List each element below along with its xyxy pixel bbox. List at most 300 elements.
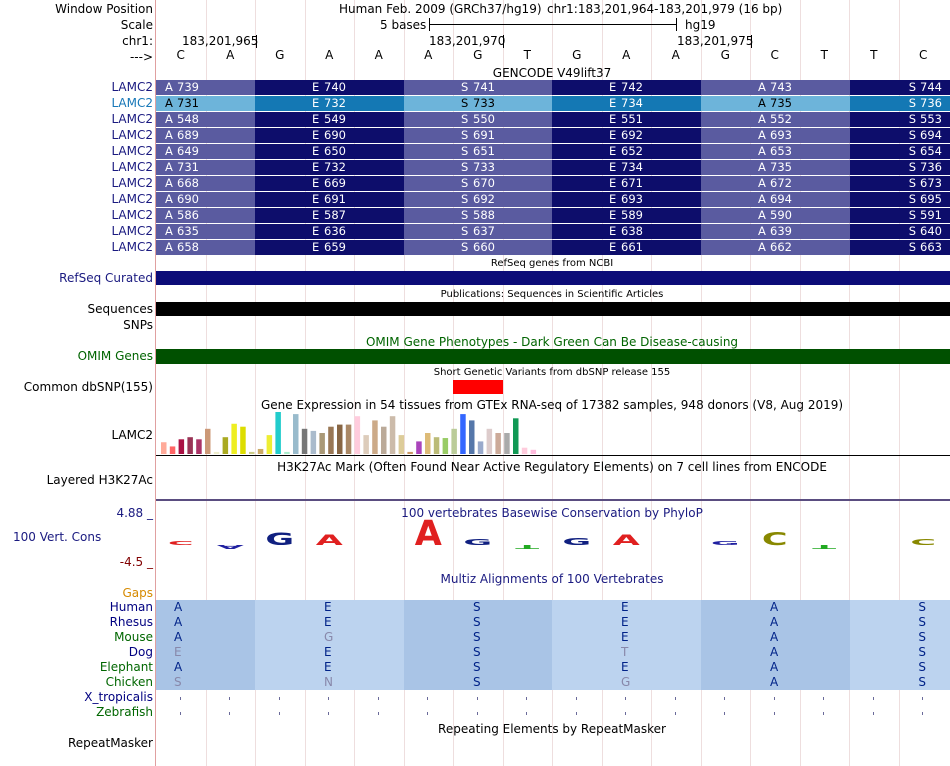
alignment-residue: S <box>473 675 481 689</box>
alignment-gap-mark <box>576 697 577 700</box>
amino-acid: S <box>461 160 469 174</box>
gtex-track-title[interactable]: Gene Expression in 54 tissues from GTEx RNA-seq of 17382 samples, 948 donors (V8, Aug 2019) <box>260 398 844 412</box>
gtex-tissue-bar[interactable] <box>231 424 237 454</box>
amino-acid: E <box>609 160 617 174</box>
scale-db: hg19 <box>685 18 716 32</box>
codon-number: 660 <box>473 240 495 254</box>
gtex-tissue-bar[interactable] <box>205 429 211 454</box>
alignment-codon <box>156 660 255 675</box>
codon-cell <box>701 208 850 223</box>
amino-acid: S <box>461 96 469 110</box>
gtex-tissue-bar[interactable] <box>319 433 325 454</box>
alignment-residue: S <box>918 675 926 689</box>
alignment-gap-mark <box>823 697 824 700</box>
alignment-gap-mark <box>774 712 775 715</box>
alignment-residue: A <box>770 630 779 644</box>
gtex-tissue-bar[interactable] <box>284 452 290 454</box>
amino-acid: A <box>758 128 766 142</box>
refseq-gene-feature[interactable] <box>156 271 950 285</box>
alignment-codon <box>850 675 950 690</box>
alignment-residue: E <box>324 615 332 629</box>
alignment-gap-mark <box>477 712 478 715</box>
alignment-gap-mark <box>873 697 874 700</box>
species-alignment-row[interactable] <box>156 660 950 675</box>
gencode-transcript-label[interactable]: LAMC2 <box>111 224 153 238</box>
codon-cell <box>552 112 701 127</box>
amino-acid: A <box>758 96 766 110</box>
alignment-residue: S <box>918 645 926 659</box>
gencode-transcript[interactable] <box>156 208 950 223</box>
gtex-tissue-bar[interactable] <box>460 414 466 454</box>
alignment-gap-mark <box>724 712 725 715</box>
dna-base: G <box>572 48 582 62</box>
amino-acid: E <box>609 96 617 110</box>
alignment-residue: A <box>770 660 779 674</box>
alignment-codon <box>701 615 850 630</box>
phylop-base-letter: A <box>216 543 244 551</box>
phylop-min-value: -4.5 _ <box>119 555 153 569</box>
gtex-tissue-bar[interactable] <box>346 425 352 454</box>
gencode-transcript-label[interactable]: LAMC2 <box>111 192 153 206</box>
amino-acid: S <box>908 176 916 190</box>
gencode-transcript[interactable] <box>156 160 950 175</box>
alignment-gap-mark <box>328 712 329 715</box>
alignment-gap-mark <box>922 697 923 700</box>
gencode-transcript[interactable] <box>156 224 950 239</box>
codon-cell <box>701 128 850 143</box>
alignment-codon <box>701 660 850 675</box>
coord-tick <box>751 35 752 48</box>
gtex-tissue-bar[interactable] <box>355 416 361 454</box>
amino-acid: E <box>312 144 320 158</box>
codon-number: 740 <box>324 80 346 94</box>
species-alignment-row[interactable] <box>156 675 950 690</box>
alignment-codon <box>404 660 552 675</box>
refseq-track-title[interactable]: RefSeq genes from NCBI <box>490 258 614 269</box>
amino-acid: A <box>165 144 173 158</box>
sequences-track-label[interactable]: Sequences <box>87 302 153 316</box>
phylop-base-letter: G <box>562 536 592 548</box>
position-text[interactable]: chr1:183,201,964-183,201,979 (16 bp) <box>547 2 783 16</box>
dbsnp-track-label[interactable]: Common dbSNP(155) <box>23 380 153 394</box>
phylop-max-value: 4.88 _ <box>116 506 153 520</box>
codon-number: 690 <box>177 192 199 206</box>
phylop-base-letter: C <box>167 539 194 547</box>
gtex-tissue-bar[interactable] <box>240 427 246 454</box>
amino-acid: A <box>165 112 173 126</box>
codon-cell <box>156 176 255 191</box>
alignment-residue: S <box>918 660 926 674</box>
codon-number: 691 <box>324 192 346 206</box>
codon-cell <box>701 176 850 191</box>
codon-cell <box>404 224 552 239</box>
amino-acid: E <box>609 176 617 190</box>
gtex-tissue-bar[interactable] <box>434 437 440 454</box>
alignment-gap-mark <box>625 697 626 700</box>
codon-cell <box>404 96 552 111</box>
codon-cell <box>404 208 552 223</box>
refseq-track-label[interactable]: RefSeq Curated <box>59 271 153 285</box>
dna-base: G <box>720 48 730 62</box>
amino-acid: A <box>758 144 766 158</box>
codon-cell <box>404 144 552 159</box>
codon-cell <box>156 144 255 159</box>
dna-base: G <box>473 48 483 62</box>
publications-track-title[interactable]: Publications: Sequences in Scientific Articles <box>440 289 664 300</box>
gencode-transcript-label[interactable]: LAMC2 <box>111 112 153 126</box>
dbsnp-track-title[interactable]: Short Genetic Variants from dbSNP release 155 <box>433 367 671 378</box>
alignment-residue: E <box>324 645 332 659</box>
alignment-gap-mark <box>180 712 181 715</box>
codon-number: 734 <box>621 160 643 174</box>
repeatmasker-track-label[interactable]: RepeatMasker <box>67 736 153 750</box>
omim-track-label[interactable]: OMIM Genes <box>77 349 153 363</box>
amino-acid: E <box>312 224 320 238</box>
gencode-transcript-label[interactable]: LAMC2 <box>111 96 153 110</box>
alignment-codon <box>255 615 404 630</box>
alignment-codon <box>552 675 701 690</box>
codon-cell <box>255 96 404 111</box>
dbsnp-variant[interactable] <box>453 380 503 394</box>
species-label[interactable]: Mouse <box>114 630 153 644</box>
alignment-codon <box>850 660 950 675</box>
gtex-tissue-bar[interactable] <box>443 438 449 454</box>
amino-acid: E <box>312 128 320 142</box>
gencode-transcript-label[interactable]: LAMC2 <box>111 208 153 222</box>
codon-cell <box>255 128 404 143</box>
codon-number: 733 <box>473 96 495 110</box>
gtex-tissue-bar[interactable] <box>372 420 378 454</box>
codon-cell <box>255 112 404 127</box>
amino-acid: S <box>908 240 916 254</box>
alignment-residue: S <box>473 600 481 614</box>
gtex-tissue-bar[interactable] <box>407 452 413 454</box>
alignment-gap-mark <box>229 697 230 700</box>
coord-tick-label: 183,201,965 <box>182 34 259 48</box>
gaps-label: Gaps <box>122 586 153 600</box>
phylop-base-letter: A <box>414 515 442 554</box>
species-label[interactable]: Elephant <box>99 660 153 674</box>
gencode-transcript-label[interactable]: LAMC2 <box>111 160 153 174</box>
codon-number: 743 <box>770 80 792 94</box>
codon-cell <box>255 144 404 159</box>
codon-number: 637 <box>473 224 495 238</box>
codon-number: 587 <box>324 208 346 222</box>
dna-base: A <box>671 48 680 62</box>
alignment-codon <box>850 600 950 615</box>
gencode-transcript-label[interactable]: LAMC2 <box>111 240 153 254</box>
codon-cell <box>156 128 255 143</box>
codon-number: 744 <box>920 80 942 94</box>
alignment-gap-mark <box>378 712 379 715</box>
species-alignment-row[interactable] <box>156 690 950 705</box>
phylop-base-letter: T <box>812 543 837 551</box>
amino-acid: S <box>908 192 916 206</box>
gtex-tissue-bar[interactable] <box>311 431 317 454</box>
species-alignment-row[interactable] <box>156 600 950 615</box>
alignment-residue: T <box>621 645 629 659</box>
alignment-codon <box>156 645 255 660</box>
gtex-tissue-bar[interactable] <box>363 435 369 454</box>
strand-arrow-label[interactable]: ---> <box>129 50 153 64</box>
gencode-transcript[interactable] <box>156 176 950 191</box>
gtex-tissue-bar[interactable] <box>478 441 484 454</box>
codon-cell <box>850 224 950 239</box>
gtex-tissue-bar[interactable] <box>399 435 405 454</box>
amino-acid: S <box>461 224 469 238</box>
h3k27ac-track-label[interactable]: Layered H3K27Ac <box>46 473 153 487</box>
codon-cell <box>850 144 950 159</box>
codon-number: 735 <box>770 96 792 110</box>
codon-cell <box>552 160 701 175</box>
gtex-tissue-bar[interactable] <box>196 439 202 454</box>
gencode-transcript[interactable] <box>156 80 950 95</box>
codon-number: 736 <box>920 160 942 174</box>
repeatmasker-track-title[interactable]: Repeating Elements by RepeatMasker <box>438 722 666 736</box>
multiz-track-title[interactable]: Multiz Alignments of 100 Vertebrates <box>440 572 664 586</box>
gencode-transcript-label[interactable]: LAMC2 <box>111 80 153 94</box>
gtex-tissue-bar[interactable] <box>487 429 493 454</box>
gtex-tissue-bar[interactable] <box>495 433 501 454</box>
codon-cell <box>701 160 850 175</box>
codon-cell <box>552 144 701 159</box>
codon-cell <box>404 112 552 127</box>
gtex-track-label[interactable]: LAMC2 <box>111 428 153 442</box>
omim-gene-feature[interactable] <box>156 349 950 364</box>
h3k27ac-track-title[interactable]: H3K27Ac Mark (Often Found Near Active Regulatory Elements) on 7 cell lines from ENCODE <box>277 460 827 474</box>
snps-track-label[interactable]: SNPs <box>123 318 153 332</box>
gtex-tissue-bar[interactable] <box>416 441 422 454</box>
codon-cell <box>850 192 950 207</box>
alignment-codon <box>701 675 850 690</box>
alignment-codon <box>255 600 404 615</box>
codon-number: 691 <box>473 128 495 142</box>
gtex-tissue-bar[interactable] <box>451 429 457 454</box>
codon-number: 689 <box>177 128 199 142</box>
gtex-tissue-bar[interactable] <box>267 435 273 454</box>
codon-cell <box>552 80 701 95</box>
species-label[interactable]: Rhesus <box>109 615 153 629</box>
amino-acid: A <box>165 224 173 238</box>
amino-acid: E <box>609 128 617 142</box>
codon-cell <box>701 240 850 255</box>
gencode-transcript[interactable] <box>156 240 950 255</box>
gencode-track-title[interactable]: GENCODE V49lift37 <box>492 66 612 80</box>
gencode-transcript[interactable] <box>156 112 950 127</box>
codon-cell <box>156 240 255 255</box>
alignment-residue: S <box>918 615 926 629</box>
codon-number: 550 <box>473 112 495 126</box>
gtex-tissue-bar[interactable] <box>214 452 220 454</box>
amino-acid: S <box>908 112 916 126</box>
codon-number: 670 <box>473 176 495 190</box>
alignment-residue: E <box>621 660 629 674</box>
amino-acid: E <box>609 240 617 254</box>
gtex-tissue-bar[interactable] <box>469 420 475 454</box>
species-label[interactable]: Dog <box>128 645 153 659</box>
alignment-codon <box>850 630 950 645</box>
amino-acid: A <box>758 80 766 94</box>
gtex-tissue-bar[interactable] <box>170 446 176 454</box>
gtex-tissue-bar[interactable] <box>249 452 255 454</box>
phylop-base-letter: C <box>910 537 937 547</box>
codon-cell <box>156 112 255 127</box>
gtex-tissue-bar[interactable] <box>522 448 528 454</box>
gtex-tissue-bar[interactable] <box>337 425 343 454</box>
alignment-codon <box>255 675 404 690</box>
codon-cell <box>552 208 701 223</box>
amino-acid: A <box>165 160 173 174</box>
scale-value: 5 bases <box>380 18 427 32</box>
alignment-residue: S <box>918 630 926 644</box>
gtex-tissue-bar[interactable] <box>513 418 519 454</box>
amino-acid: E <box>312 96 320 110</box>
codon-number: 662 <box>770 240 792 254</box>
amino-acid: S <box>461 112 469 126</box>
scale-bar-right-cap <box>676 18 677 31</box>
alignment-codon <box>404 630 552 645</box>
codon-number: 635 <box>177 224 199 238</box>
codon-cell <box>255 160 404 175</box>
gtex-tissue-bar[interactable] <box>302 429 308 454</box>
alignment-gap-mark <box>823 712 824 715</box>
phylop-base-letter: G <box>463 537 493 547</box>
codon-cell <box>850 208 950 223</box>
codon-cell <box>701 112 850 127</box>
gtex-tissue-bar[interactable] <box>161 442 167 454</box>
phylop-track-title[interactable]: 100 vertebrates Basewise Conservation by PhyloP <box>401 506 703 520</box>
amino-acid: A <box>758 176 766 190</box>
amino-acid: S <box>461 80 469 94</box>
species-label[interactable]: Human <box>109 600 153 614</box>
gtex-tissue-bar[interactable] <box>258 449 264 454</box>
alignment-codon <box>552 660 701 675</box>
gencode-transcript-label[interactable]: LAMC2 <box>111 176 153 190</box>
codon-number: 636 <box>324 224 346 238</box>
phylop-base-letter: T <box>515 543 540 551</box>
species-alignment-row[interactable] <box>156 630 950 645</box>
omim-track-title[interactable]: OMIM Gene Phenotypes - Dark Green Can Be Disease-causing <box>365 335 739 349</box>
codon-number: 549 <box>324 112 346 126</box>
codon-number: 734 <box>621 96 643 110</box>
codon-number: 653 <box>770 144 792 158</box>
amino-acid: E <box>609 208 617 222</box>
species-alignment-row[interactable] <box>156 615 950 630</box>
species-label[interactable]: Zebrafish <box>96 705 153 719</box>
amino-acid: A <box>758 192 766 206</box>
alignment-residue: A <box>174 630 183 644</box>
gencode-transcript-label[interactable]: LAMC2 <box>111 144 153 158</box>
codon-cell <box>552 240 701 255</box>
codon-number: 651 <box>473 144 495 158</box>
gtex-tissue-bar[interactable] <box>328 427 334 454</box>
alignment-codon <box>156 600 255 615</box>
gencode-transcript[interactable] <box>156 192 950 207</box>
chrom-label: chr1: <box>122 34 153 48</box>
species-alignment-row[interactable] <box>156 645 950 660</box>
codon-cell <box>156 160 255 175</box>
codon-number: 692 <box>621 128 643 142</box>
codon-number: 551 <box>621 112 643 126</box>
gtex-tissue-bar[interactable] <box>390 416 396 454</box>
codon-cell <box>255 80 404 95</box>
codon-number: 638 <box>621 224 643 238</box>
codon-number: 739 <box>177 80 199 94</box>
alignment-gap-mark <box>922 712 923 715</box>
species-alignment-row[interactable] <box>156 705 950 720</box>
alignment-codon <box>404 600 552 615</box>
codon-cell <box>404 240 552 255</box>
alignment-residue: S <box>473 615 481 629</box>
amino-acid: A <box>165 192 173 206</box>
phylop-track-label[interactable]: 100 Vert. Cons <box>13 530 102 544</box>
phylop-logo[interactable] <box>156 515 950 565</box>
codon-number: 658 <box>177 240 199 254</box>
codon-number: 731 <box>177 160 199 174</box>
amino-acid: A <box>758 160 766 174</box>
alignment-gap-mark <box>526 697 527 700</box>
phylop-base-letter: G <box>265 530 295 550</box>
codon-number: 732 <box>324 160 346 174</box>
codon-number: 588 <box>473 208 495 222</box>
codon-cell <box>255 176 404 191</box>
alignment-codon <box>701 630 850 645</box>
gencode-transcript[interactable] <box>156 96 950 111</box>
gtex-tissue-bar[interactable] <box>223 437 229 454</box>
codon-cell <box>404 160 552 175</box>
species-label[interactable]: Chicken <box>105 675 153 689</box>
codon-cell <box>255 208 404 223</box>
publications-feature[interactable] <box>156 302 950 316</box>
dna-base: A <box>226 48 235 62</box>
gtex-tissue-bar[interactable] <box>531 450 537 454</box>
codon-cell <box>850 240 950 255</box>
gtex-tissue-bar[interactable] <box>179 439 185 454</box>
gtex-tissue-bar[interactable] <box>275 412 281 454</box>
alignment-residue: N <box>324 675 333 689</box>
gencode-transcript[interactable] <box>156 144 950 159</box>
amino-acid: S <box>461 144 469 158</box>
gtex-tissue-bar[interactable] <box>504 433 510 454</box>
alignment-gap-mark <box>427 697 428 700</box>
alignment-residue: A <box>770 675 779 689</box>
amino-acid: E <box>609 224 617 238</box>
gtex-tissue-bar[interactable] <box>381 427 387 454</box>
gtex-tissue-bar[interactable] <box>293 414 299 454</box>
amino-acid: A <box>165 208 173 222</box>
codon-cell <box>850 80 950 95</box>
alignment-residue: A <box>174 600 183 614</box>
amino-acid: A <box>758 224 766 238</box>
dna-base: G <box>275 48 285 62</box>
alignment-codon <box>552 600 701 615</box>
alignment-residue: E <box>324 660 332 674</box>
gtex-bar-chart[interactable] <box>156 410 556 455</box>
phylop-base-letter: A <box>315 532 343 549</box>
gtex-tissue-bar[interactable] <box>187 437 193 454</box>
gtex-tissue-bar[interactable] <box>425 433 431 454</box>
gencode-transcript[interactable] <box>156 128 950 143</box>
species-label[interactable]: X_tropicalis <box>84 690 153 704</box>
codon-cell <box>404 128 552 143</box>
alignment-gap-mark <box>774 697 775 700</box>
alignment-gap-mark <box>873 712 874 715</box>
gencode-transcript-label[interactable]: LAMC2 <box>111 128 153 142</box>
alignment-codon <box>156 615 255 630</box>
dna-base: C <box>919 48 928 62</box>
codon-cell <box>404 192 552 207</box>
amino-acid: E <box>312 192 320 206</box>
